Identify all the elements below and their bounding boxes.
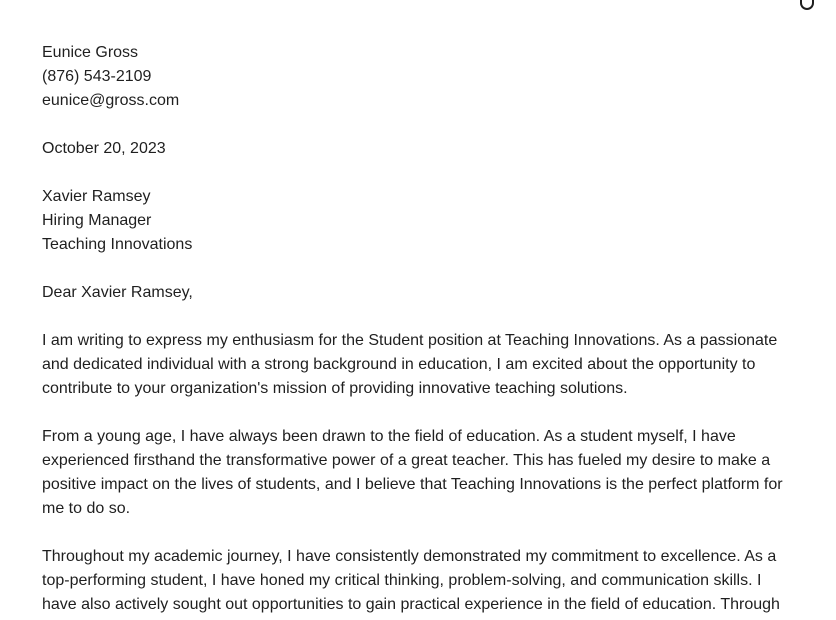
paragraph-line: and dedicated individual with a strong background in education, I am excited about the opportunity to: [42, 356, 756, 373]
date-block: [42, 137, 802, 161]
sender-email: eunice@gross.com: [42, 92, 180, 109]
cover-letter: [42, 41, 802, 620]
salutation-block: [42, 281, 802, 305]
sender-name: Eunice Gross: [42, 44, 139, 61]
partial-icon: [800, 0, 814, 10]
recipient-company: Teaching Innovations: [42, 236, 193, 253]
paragraph-line: I am writing to express my enthusiasm for the Student position at Teaching Innovations. As a passionate: [42, 332, 778, 349]
sender-block: [42, 41, 802, 113]
paragraph-line: me to do so.: [42, 500, 131, 517]
paragraph-line: top-performing student, I have honed my critical thinking, problem-solving, and communication skills. I: [42, 572, 762, 589]
salutation: Dear Xavier Ramsey,: [42, 284, 193, 301]
paragraph-line: experienced firsthand the transformative power of a great teacher. This has fueled my desire to make a: [42, 452, 771, 469]
recipient-title: Hiring Manager: [42, 212, 152, 229]
body-paragraph: [42, 329, 802, 401]
body-paragraph: [42, 425, 802, 521]
letter-date: October 20, 2023: [42, 140, 166, 157]
paragraph-line: contribute to your organization's mission of providing innovative teaching solutions.: [42, 380, 628, 397]
recipient-name: Xavier Ramsey: [42, 188, 151, 205]
paragraph-line: have also actively sought out opportunities to gain practical experience in the field of education. Through: [42, 596, 780, 613]
body-paragraph: [42, 545, 802, 617]
paragraph-line: Throughout my academic journey, I have consistently demonstrated my commitment to excellence. As a: [42, 548, 777, 565]
sender-phone: (876) 543-2109: [42, 68, 152, 85]
paragraph-line: From a young age, I have always been drawn to the field of education. As a student myself, I have: [42, 428, 736, 445]
recipient-block: [42, 185, 802, 257]
paragraph-line: positive impact on the lives of students, and I believe that Teaching Innovations is the perfect platform for: [42, 476, 783, 493]
